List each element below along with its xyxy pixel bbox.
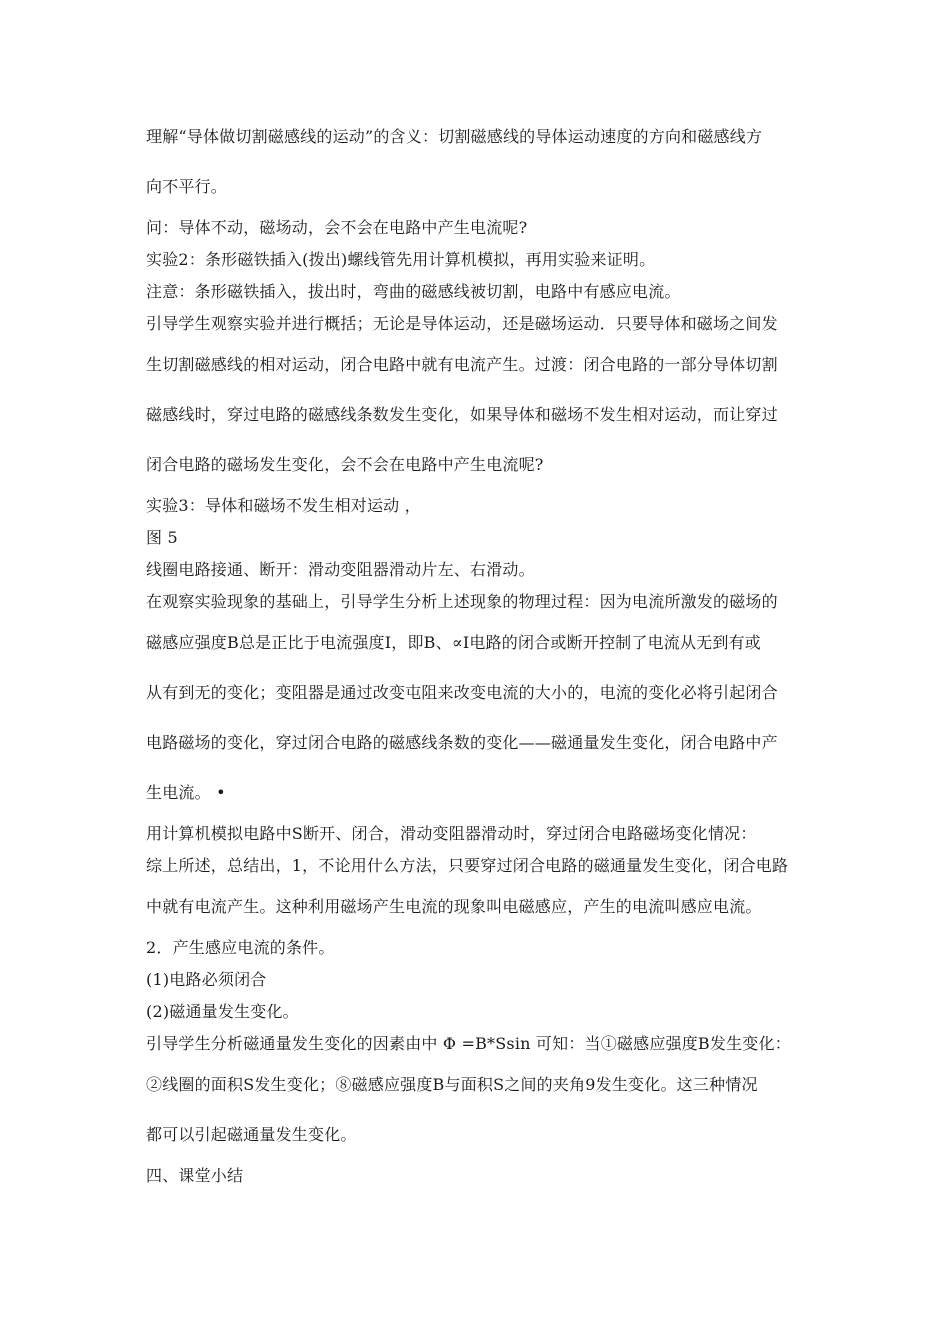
paragraph-line: 理解“导体做切割磁感线的运动”的含义：切割磁感线的导体运动速度的方向和磁感线方 bbox=[146, 127, 763, 146]
paragraph-line: 磁感线时，穿过电路的磁感线条数发生变化，如果导体和磁场不发生相对运动，而让穿过 bbox=[146, 405, 778, 424]
paragraph-line: 磁感应强度B总是正比于电流强度I，即B、∝I电路的闭合或断开控制了电流从无到有或 bbox=[146, 633, 761, 652]
list-item: (2)磁通量发生变化。 bbox=[146, 1002, 299, 1021]
paragraph-line: 生切割磁感线的相对运动，闭合电路中就有电流产生。过渡：闭合电路的一部分导体切割 bbox=[146, 355, 778, 374]
document-body bbox=[146, 112, 808, 1192]
paragraph-line: 引导学生观察实验并进行概括；无论是导体运动，还是磁场运动．只要导体和磁场之间发 bbox=[146, 314, 778, 333]
section-heading: 2．产生感应电流的条件。 bbox=[146, 938, 335, 957]
paragraph-line: 生电流。 • bbox=[146, 783, 226, 802]
paragraph-line: 注意：条形磁铁插入，拔出时，弯曲的磁感线被切割，电路中有感应电流。 bbox=[146, 282, 681, 301]
paragraph-line: 中就有电流产生。这种利用磁场产生电流的现象叫电磁感应，产生的电流叫感应电流。 bbox=[146, 897, 762, 916]
paragraph-line: 用计算机模拟电路中S断开、闭合，滑动变阻器滑动时，穿过闭合电路磁场变化情况： bbox=[146, 824, 757, 843]
paragraph-line: 在观察实验现象的基础上，引导学生分析上述现象的物理过程：因为电流所激发的磁场的 bbox=[146, 592, 778, 611]
paragraph-line: 综上所述，总结出，1，不论用什么方法，只要穿过闭合电路的磁通量发生变化，闭合电路 bbox=[146, 856, 789, 875]
paragraph-line: 线圈电路接通、断开：滑动变阻器滑动片左、右滑动。 bbox=[146, 560, 535, 579]
paragraph-line: 闭合电路的磁场发生变化，会不会在电路中产生电流呢? bbox=[146, 455, 544, 474]
paragraph-line: 都可以引起磁通量发生变化。 bbox=[146, 1125, 357, 1144]
paragraph-line: 向不平行。 bbox=[146, 177, 228, 196]
figure-caption: 图 5 bbox=[146, 528, 178, 547]
paragraph-line: 实验2：条形磁铁插入(拨出)螺线管先用计算机模拟，再用实验来证明。 bbox=[146, 250, 656, 269]
section-heading: 四、课堂小结 bbox=[146, 1166, 244, 1185]
paragraph-line: 电路磁场的变化，穿过闭合电路的磁感线条数的变化——磁通量发生变化，闭合电路中产 bbox=[146, 733, 778, 752]
paragraph-line: 引导学生分析磁通量发生变化的因素由中 Φ =B*Ssin 可知：当①磁感应强度B发生变化： bbox=[146, 1034, 791, 1053]
paragraph-line: 实验3：导体和磁场不发生相对运动 ， bbox=[146, 496, 421, 515]
paragraph-line: ②线圈的面积S发生变化；⑧磁感应强度B与面积S之间的夹角9发生变化。这三种情况 bbox=[146, 1075, 758, 1094]
paragraph-line: 从有到无的变化；变阻器是通过改变屯阻来改变电流的大小的，电流的变化必将引起闭合 bbox=[146, 683, 778, 702]
list-item: (1)电路必须闭合 bbox=[146, 970, 267, 989]
paragraph-line: 问：导体不动，磁场动，会不会在电路中产生电流呢? bbox=[146, 218, 528, 237]
